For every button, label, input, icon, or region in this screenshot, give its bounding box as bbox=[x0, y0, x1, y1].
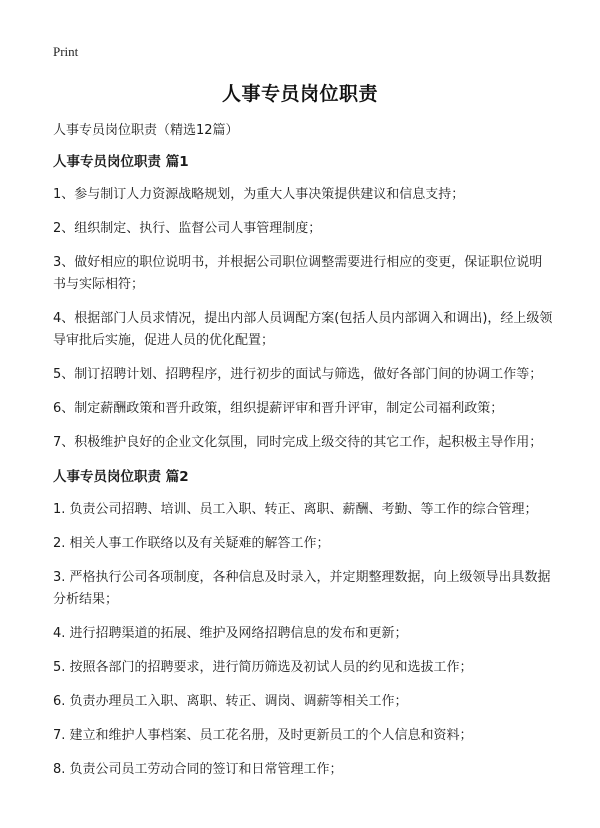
duty-item: 2、组织制定、执行、监督公司人事管理制度； bbox=[53, 221, 322, 236]
duty-item: 8. 负责公司员工劳动合同的签订和日常管理工作； bbox=[53, 762, 343, 777]
print-link[interactable]: Print bbox=[53, 44, 79, 59]
duty-item: 3、做好相应的职位说明书，并根据公司职位调整需要进行相应的变更，保证职位说明书与实际相符； bbox=[53, 255, 543, 292]
duty-item: 1. 负责公司招聘、培训、员工入职、转正、离职、薪酬、考勤、等工作的综合管理； bbox=[53, 502, 538, 517]
duty-item: 7. 建立和维护人事档案、员工花名册，及时更新员工的个人信息和资料； bbox=[53, 728, 473, 743]
duty-item: 1、参与制订人力资源战略规划，为重大人事决策提供建议和信息支持； bbox=[53, 187, 465, 202]
section-heading: 人事专员岗位职责 篇1 bbox=[53, 154, 189, 170]
section-1 bbox=[53, 151, 553, 454]
duty-item: 3. 严格执行公司各项制度，各种信息及时录入，并定期整理数据，向上级领导出具数据分析结果； bbox=[53, 570, 551, 607]
duty-item: 6. 负责办理员工入职、离职、转正、调岗、调薪等相关工作； bbox=[53, 694, 408, 709]
section-heading: 人事专员岗位职责 篇2 bbox=[53, 469, 189, 485]
document-body bbox=[53, 120, 553, 793]
duty-item: 5. 按照各部门的招聘要求，进行简历筛选及初试人员的约见和选拔工作； bbox=[53, 660, 473, 675]
document-title: 人事专员岗位职责 bbox=[221, 83, 378, 105]
duty-item: 4、根据部门人员求情况，提出内部人员调配方案(包括人员内部调入和调出)，经上级领导审批后实施，促进人员的优化配置； bbox=[53, 311, 553, 348]
duty-item: 6、制定薪酬政策和晋升政策，组织提薪评审和晋升评审，制定公司福利政策； bbox=[53, 401, 504, 416]
duty-item: 2. 相关人事工作联络以及有关疑难的解答工作； bbox=[53, 536, 330, 551]
document-subtitle: 人事专员岗位职责（精选12篇） bbox=[53, 123, 239, 138]
duty-item: 5、制订招聘计划、招聘程序，进行初步的面试与筛选，做好各部门间的协调工作等； bbox=[53, 367, 543, 382]
duty-item: 4. 进行招聘渠道的拓展、维护及网络招聘信息的发布和更新； bbox=[53, 626, 408, 641]
duty-item: 7、积极维护良好的企业文化氛围，同时完成上级交待的其它工作，起积极主导作用； bbox=[53, 435, 543, 450]
section-2 bbox=[53, 466, 553, 781]
